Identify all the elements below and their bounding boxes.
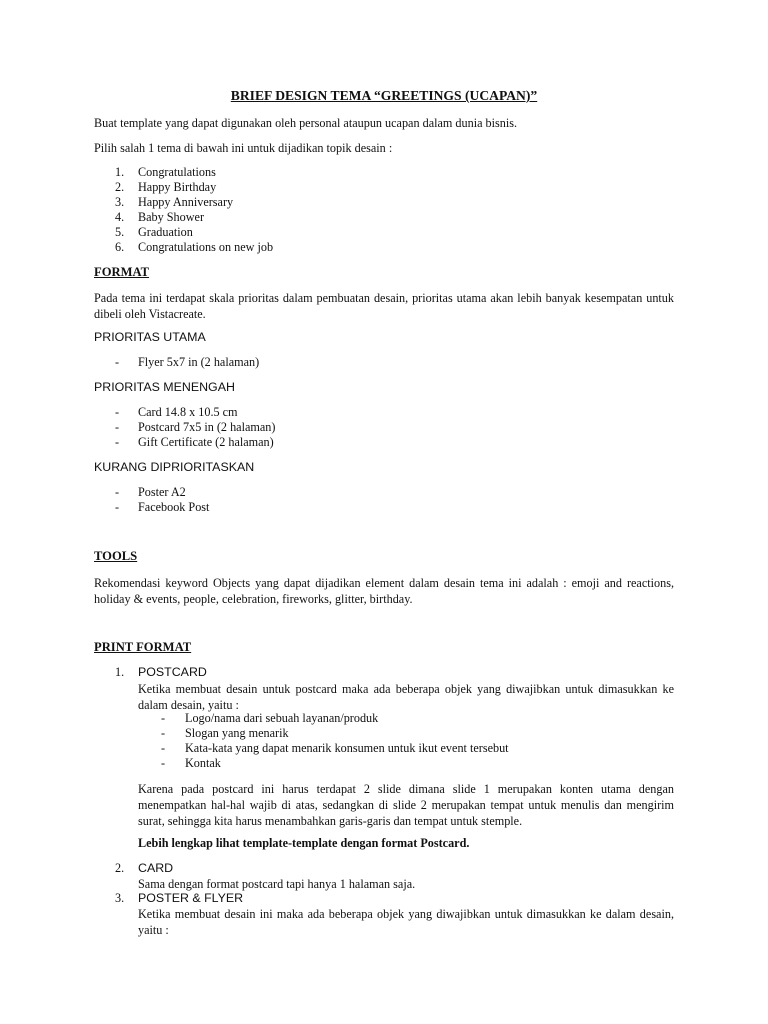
list-number: 5. (115, 225, 125, 239)
list-item: Postcard 7x5 in (2 halaman) (138, 420, 276, 434)
list-item: Happy Birthday (138, 180, 217, 194)
list-number: 1. (115, 165, 125, 179)
tools-heading: TOOLS (94, 549, 138, 563)
format-heading: FORMAT (94, 265, 150, 279)
list-dash: - (115, 485, 120, 499)
list-item: Card 14.8 x 10.5 cm (138, 405, 238, 419)
list-item: Baby Shower (138, 210, 205, 224)
list-dash: - (115, 435, 120, 449)
list-number: 3. (115, 891, 125, 905)
list-item: Kontak (185, 756, 221, 770)
list-item: Slogan yang menarik (185, 726, 289, 740)
postcard-note: Lebih lengkap lihat template-template dengan format Postcard. (138, 836, 470, 850)
priority-mid-label: PRIORITAS MENENGAH (94, 380, 235, 394)
card-desc: Sama dengan format postcard tapi hanya 1 halaman saja. (138, 877, 416, 891)
list-dash: - (161, 756, 166, 770)
list-number: 6. (115, 240, 125, 254)
tools-text: Rekomendasi keyword Objects yang dapat dijadikan element dalam desain tema ini adalah : emoji and reactions, holiday & events, people, celebration, fireworks, glitter, birthday. (94, 576, 674, 606)
list-item: Happy Anniversary (138, 195, 234, 209)
list-item: Congratulations (138, 165, 216, 179)
print-format-heading: PRINT FORMAT (94, 640, 192, 654)
list-dash: - (115, 355, 120, 369)
intro-text: Buat template yang dapat digunakan oleh personal ataupun ucapan dalam dunia bisnis. (94, 116, 518, 130)
document-title: BRIEF DESIGN TEMA “GREETINGS (UCAPAN)” (230, 88, 538, 103)
list-number: 3. (115, 195, 125, 209)
list-number: 4. (115, 210, 125, 224)
list-item: Gift Certificate (2 halaman) (138, 435, 274, 449)
list-item: Logo/nama dari sebuah layanan/produk (185, 711, 379, 725)
list-dash: - (161, 711, 166, 725)
list-dash: - (161, 726, 166, 740)
poster-label: POSTER & FLYER (138, 891, 244, 905)
list-item: Flyer 5x7 in (2 halaman) (138, 355, 260, 369)
list-item: Graduation (138, 225, 193, 239)
list-item: Congratulations on new job (138, 240, 274, 254)
list-dash: - (161, 741, 166, 755)
list-item: Facebook Post (138, 500, 210, 514)
postcard-paragraph: Karena pada postcard ini harus terdapat 2 slide dimana slide 1 merupakan konten utama dengan menempatkan hal-hal wajib di atas, sedangkan di slide 2 merupakan tempat untuk menulis dan mengirim surat, sehingga kita harus menambahkan garis-garis dan tempat untuk stemple. (138, 782, 674, 828)
pick-theme-text: Pilih salah 1 tema di bawah ini untuk dijadikan topik desain : (94, 141, 393, 155)
postcard-label: POSTCARD (138, 665, 207, 679)
list-item: Poster A2 (138, 485, 186, 499)
list-number: 2. (115, 180, 125, 194)
list-number: 2. (115, 861, 125, 875)
list-dash: - (115, 420, 120, 434)
list-dash: - (115, 500, 120, 514)
format-text: Pada tema ini terdapat skala prioritas dalam pembuatan desain, prioritas utama akan lebih banyak kesempatan untuk dibeli oleh Vistacreate. (94, 291, 674, 321)
list-number: 1. (115, 665, 125, 679)
card-label: CARD (138, 861, 174, 875)
postcard-desc: Ketika membuat desain untuk postcard maka ada beberapa objek yang diwajibkan untuk dimasukkan ke dalam desain, yaitu : (138, 682, 674, 712)
priority-main-label: PRIORITAS UTAMA (94, 330, 206, 344)
poster-desc: Ketika membuat desain ini maka ada beberapa objek yang diwajibkan untuk dimasukkan ke dalam desain, yaitu : (138, 907, 674, 937)
list-dash: - (115, 405, 120, 419)
list-item: Kata-kata yang dapat menarik konsumen untuk ikut event tersebut (185, 741, 509, 755)
priority-low-label: KURANG DIPRIORITASKAN (94, 460, 255, 474)
